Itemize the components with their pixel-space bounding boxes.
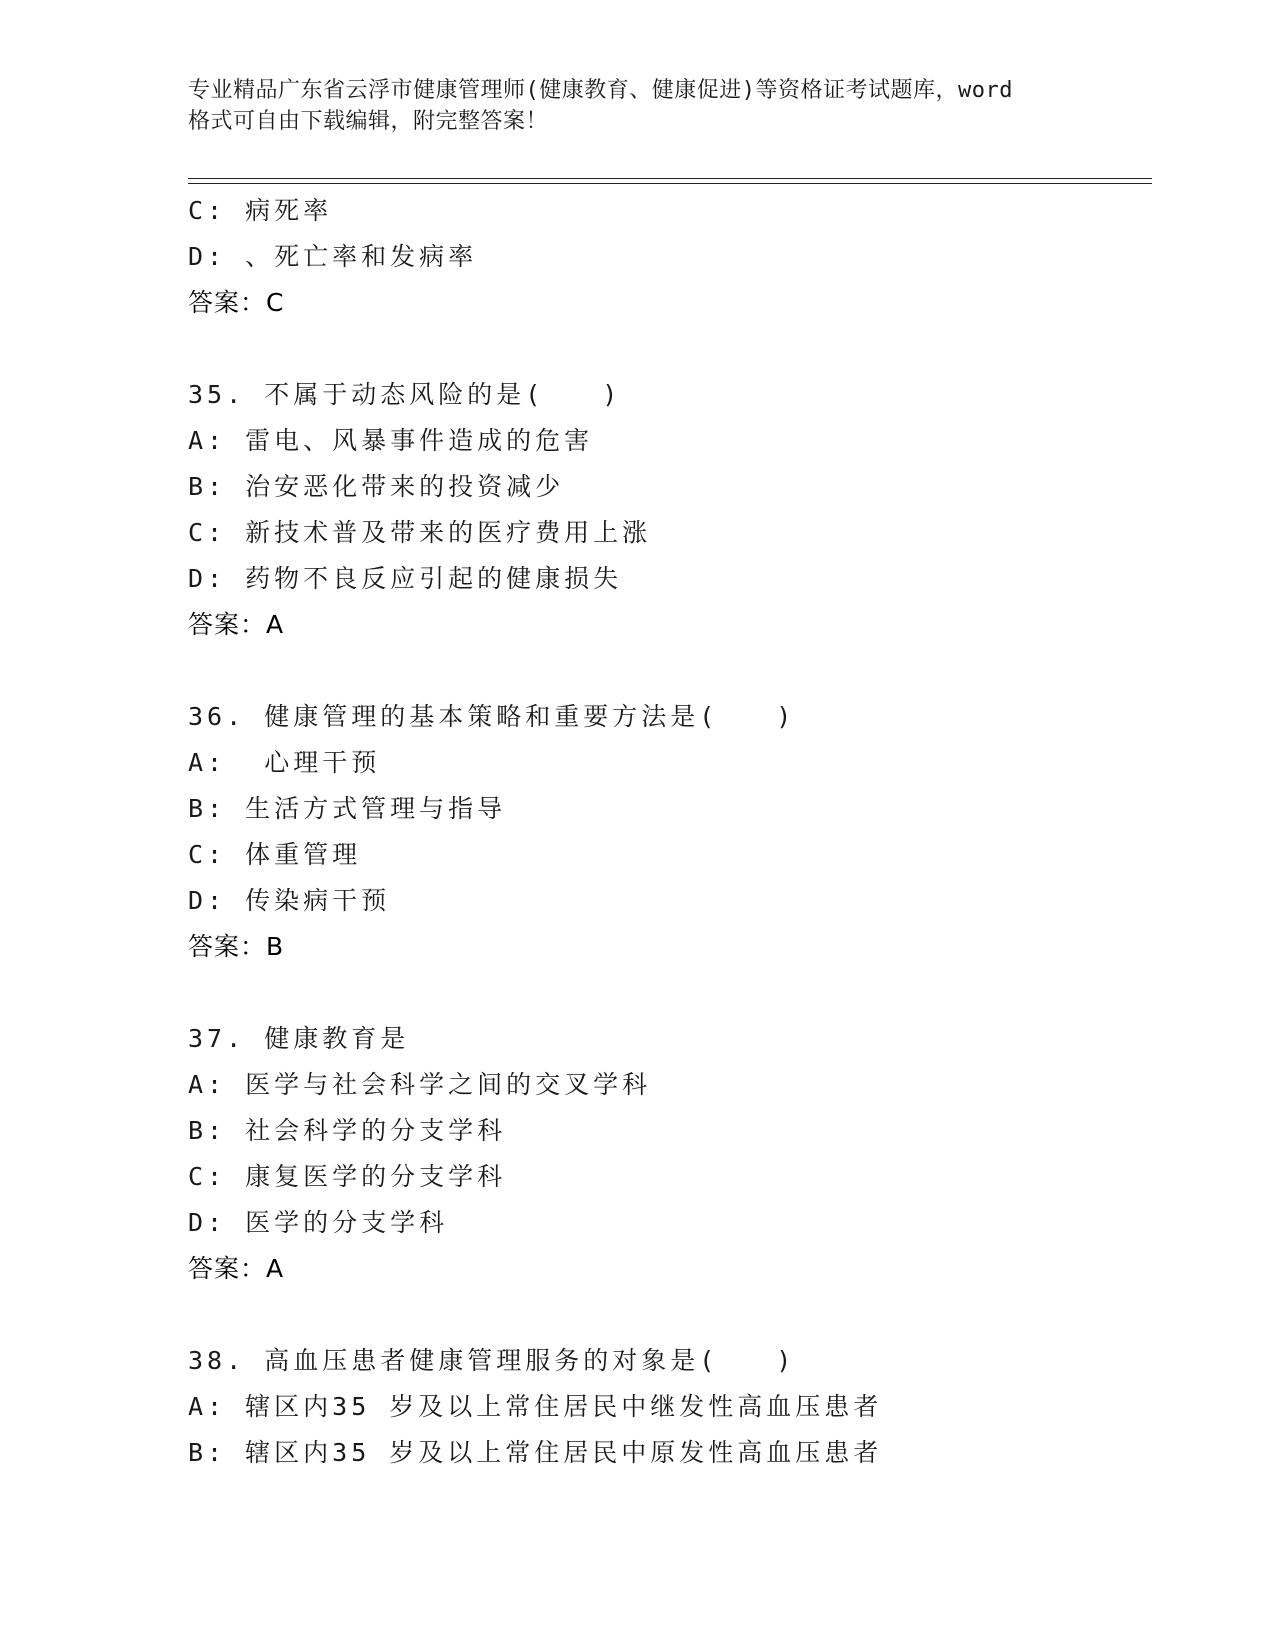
spacer — [188, 970, 1152, 1016]
header-divider-bottom — [188, 183, 1152, 184]
answer-label: 答案：A — [188, 610, 285, 639]
option-a: A: 医学与社会科学之间的交叉学科 — [188, 1070, 652, 1099]
question-stem: 38. 高血压患者健康管理服务的对象是( ) — [188, 1346, 796, 1375]
header-line-1: 专业精品广东省云浮市健康管理师(健康教育、健康促进)等资格证考试题库，word — [188, 78, 1013, 103]
option-d: D: 、死亡率和发病率 — [188, 242, 478, 271]
option-a: A: 雷电、风暴事件造成的危害 — [188, 426, 594, 455]
option-c: C: 病死率 — [188, 196, 333, 225]
question-38 — [188, 1338, 1152, 1476]
option-c: C: 康复医学的分支学科 — [188, 1162, 507, 1191]
option-b: B: 生活方式管理与指导 — [188, 794, 507, 823]
question-stem: 35. 不属于动态风险的是( ) — [188, 380, 622, 409]
option-b: B: 辖区内35 岁及以上常住居民中原发性高血压患者 — [188, 1438, 883, 1467]
question-36 — [188, 694, 1152, 970]
question-35 — [188, 372, 1152, 648]
option-a: A: 心理干预 — [188, 748, 381, 777]
header-line-2: 格式可自由下载编辑，附完整答案！ — [188, 109, 549, 134]
option-c: C: 体重管理 — [188, 840, 362, 869]
spacer — [188, 1292, 1152, 1338]
option-b: B: 治安恶化带来的投资减少 — [188, 472, 565, 501]
answer-label: 答案：C — [188, 288, 285, 317]
option-c: C: 新技术普及带来的医疗费用上涨 — [188, 518, 652, 547]
question-37 — [188, 1016, 1152, 1292]
question-list — [188, 188, 1152, 1476]
option-b: B: 社会科学的分支学科 — [188, 1116, 507, 1145]
prev-question-block — [188, 188, 1152, 326]
question-stem: 36. 健康管理的基本策略和重要方法是( ) — [188, 702, 796, 731]
question-stem: 37. 健康教育是 — [188, 1024, 410, 1053]
spacer — [188, 648, 1152, 694]
document-header — [188, 75, 1088, 137]
spacer — [188, 326, 1152, 372]
answer-label: 答案：A — [188, 1254, 285, 1283]
option-d: D: 传染病干预 — [188, 886, 391, 915]
answer-label: 答案：B — [188, 932, 285, 961]
header-divider-top — [188, 178, 1152, 179]
option-a: A: 辖区内35 岁及以上常住居民中继发性高血压患者 — [188, 1392, 883, 1421]
option-d: D: 医学的分支学科 — [188, 1208, 449, 1237]
option-d: D: 药物不良反应引起的健康损失 — [188, 564, 623, 593]
